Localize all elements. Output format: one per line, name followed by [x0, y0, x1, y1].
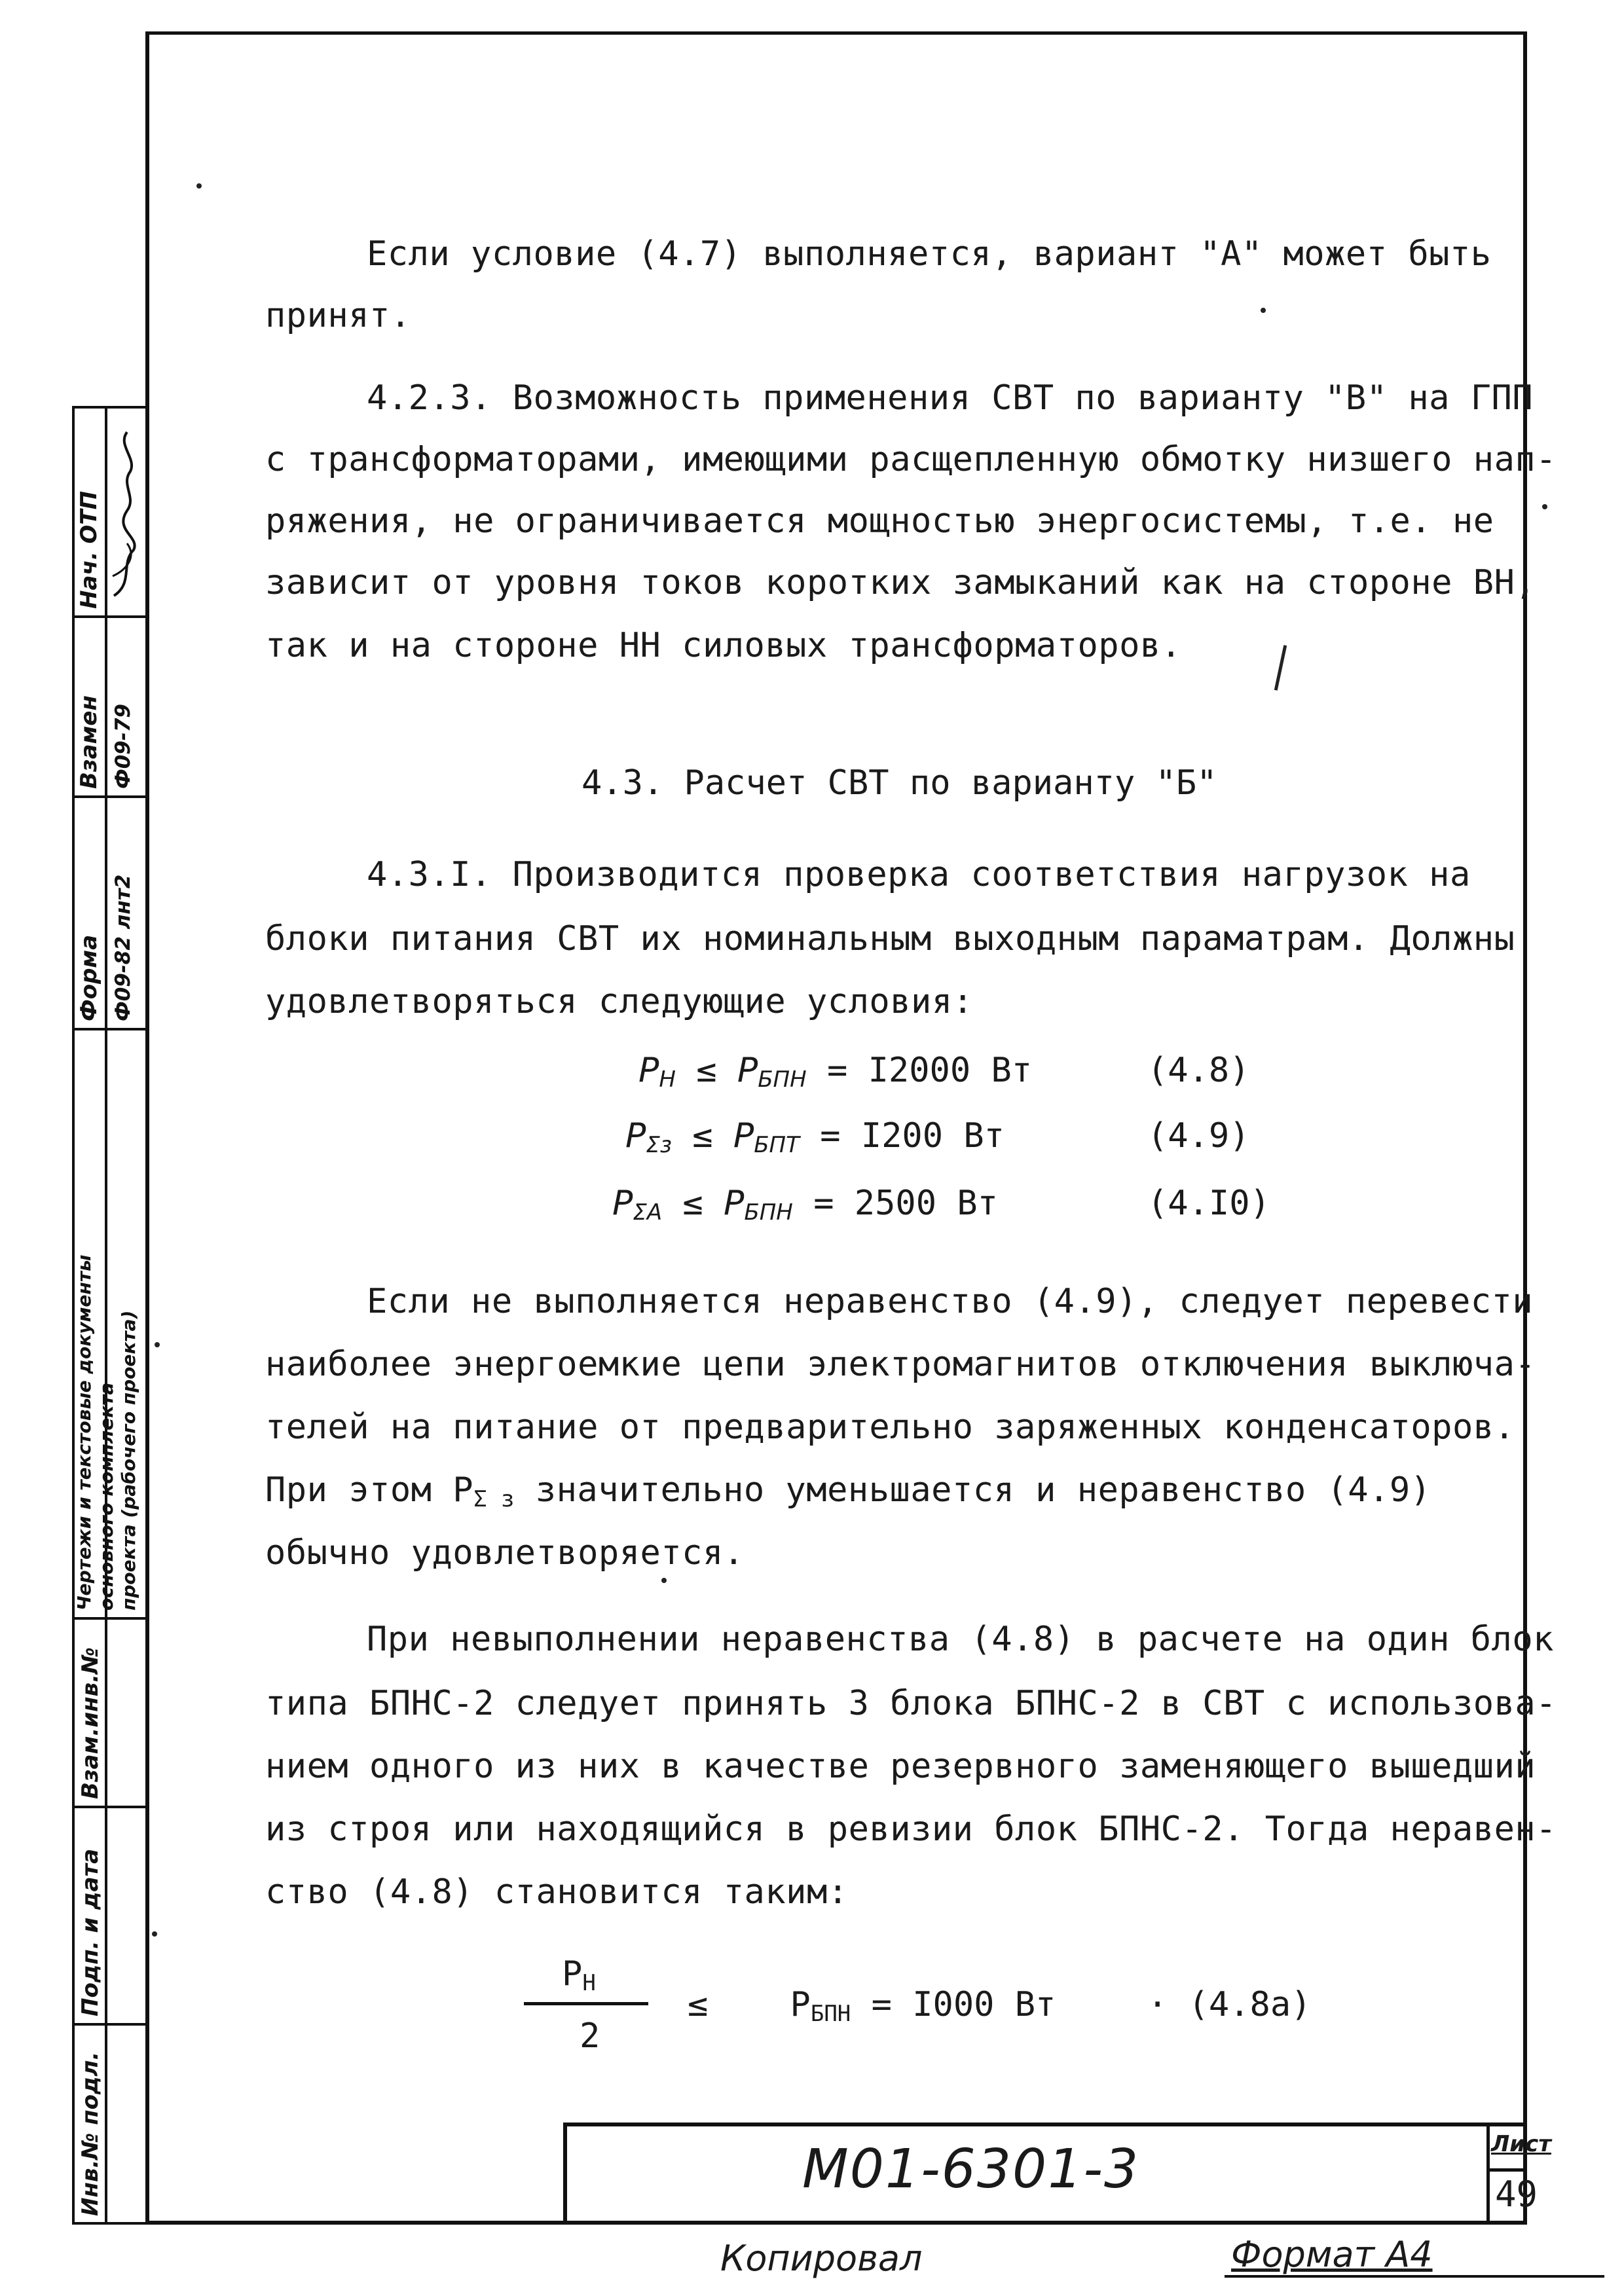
- title-block-divider: [1486, 2123, 1490, 2221]
- fraction-numerator: [562, 1954, 596, 1996]
- formula-lhs-sub: Н: [659, 1066, 676, 1093]
- section-heading: 4.3. Расчет СВТ по варианту "Б": [581, 763, 1217, 803]
- formula-4-10: [612, 1184, 998, 1226]
- formula-rhs-sub: БПН: [744, 1199, 793, 1226]
- text-line: телей на питание от предварительно заряженных конденсаторов.: [265, 1408, 1515, 1447]
- text-line: зависит от уровня токов коротких замыканий как на стороне ВН,: [265, 563, 1536, 602]
- text-line: блоки питания СВТ их номинальным выходным параматрам. Должны: [265, 919, 1515, 958]
- formula-number: (4.9): [1147, 1116, 1250, 1156]
- formula-lhs: P: [638, 1051, 659, 1090]
- scan-speck: [152, 1931, 157, 1937]
- text-line: 4.2.3. Возможность применения СВТ по варианту "В" на ГПП: [367, 378, 1534, 418]
- text-line: так и на стороне НН силовых трансформаторов.: [265, 626, 1182, 665]
- scan-speck: [196, 183, 202, 189]
- stamp-docs-line2: основного комплекта: [96, 1382, 117, 1611]
- formula-rhs-sub: БПН: [810, 2001, 851, 2027]
- text-line: обычно удовлетворяется.: [265, 1533, 745, 1573]
- stamp-sign-date: Подп. и дата: [77, 1848, 103, 2016]
- stamp-head-otp: Нач. ОТП: [76, 490, 102, 609]
- margin-stamp-row-line: [72, 795, 145, 798]
- formula-rel: ≤: [692, 1116, 713, 1156]
- stamp-inv-no: Инв.№ подл.: [77, 2051, 103, 2216]
- text-line: с трансформаторами, имеющими расщепленную обмотку низшего нап-: [265, 440, 1557, 479]
- format-underline: [1225, 2275, 1604, 2278]
- formula-rhs: P: [724, 1184, 745, 1223]
- fraction-denominator: 2: [580, 2016, 600, 2056]
- stamp-docs-line1: Чертежи и текстовые документы: [73, 1254, 95, 1611]
- page-frame-bottom: [145, 2221, 1527, 2225]
- formula-value: = I000 Вт: [871, 1985, 1056, 2024]
- text-line: нием одного из них в качестве резервного заменяющего вышедший: [265, 1747, 1536, 1786]
- scan-speck: [1261, 308, 1266, 313]
- formula-4-8a: [688, 1985, 1056, 2027]
- formula-rel: ≤: [696, 1051, 717, 1090]
- text-line: [265, 1470, 1431, 1512]
- formula-rel: ≤: [682, 1184, 703, 1223]
- scan-speck: [155, 1342, 160, 1347]
- text-line: типа БПНС-2 следует принять 3 блока БПНС-2 в СВТ с использова-: [265, 1684, 1557, 1723]
- margin-stamp-divider: [105, 406, 107, 2225]
- formula-lhs: P: [625, 1116, 646, 1156]
- text-line: При невыполнении неравенства (4.8) в расчете на один блок: [367, 1620, 1554, 1659]
- margin-stamp-row-line: [72, 1617, 145, 1620]
- text-line: ство (4.8) становится таким:: [265, 1872, 849, 1912]
- formula-value: = I2000 Вт: [827, 1051, 1033, 1090]
- formula-4-8: [638, 1051, 1032, 1093]
- text-line: 4.3.I. Производится проверка соответствия нагрузок на: [367, 855, 1471, 894]
- formula-number: (4.8): [1147, 1051, 1250, 1090]
- formula-rel: ≤: [688, 1985, 709, 2024]
- text-fragment: значительно уменьшается и неравенство (4.9): [515, 1470, 1431, 1510]
- text-subscript: Σ з: [473, 1486, 515, 1512]
- text-line: удовлетворяться следующие условия:: [265, 982, 974, 1021]
- signature-mark: [107, 419, 144, 609]
- copied-by-label: Копировал: [720, 2238, 923, 2279]
- formula-rhs: P: [737, 1051, 758, 1090]
- stamp-replace-inv: Взам.инв.№: [77, 1647, 103, 1799]
- formula-rhs: P: [790, 1985, 811, 2024]
- margin-stamp-row-line: [72, 615, 145, 618]
- document-code: М01-6301-3: [802, 2138, 1140, 2200]
- margin-stamp-row-line: [72, 1806, 145, 1808]
- text-fragment: При этом P: [265, 1470, 474, 1510]
- stamp-form-code: Ф09-82 лнт2: [111, 874, 135, 1021]
- formula-number: (4.I0): [1147, 1184, 1270, 1223]
- scan-speck: [1542, 504, 1547, 509]
- formula-4-9: [625, 1116, 1005, 1158]
- formula-value: = I200 Вт: [820, 1116, 1005, 1156]
- text-line: наиболее энергоемкие цепи электромагнитов отключения выключа-: [265, 1345, 1536, 1384]
- numerator-sub: Н: [582, 1970, 596, 1996]
- formula-rhs-sub: БПН: [758, 1066, 807, 1093]
- sheet-number: 49: [1495, 2174, 1538, 2215]
- formula-number: · (4.8а): [1147, 1985, 1312, 2024]
- formula-value: = 2500 Вт: [813, 1184, 998, 1223]
- formula-rhs-sub: БПТ: [754, 1132, 800, 1158]
- margin-stamp-row-line: [72, 1028, 145, 1030]
- formula-lhs-sub: ΣА: [633, 1199, 663, 1226]
- stamp-replaces: Взамен: [76, 695, 102, 789]
- margin-stamp-row-line: [72, 2023, 145, 2026]
- text-line: принят.: [265, 296, 411, 335]
- text-line: Если не выполняется неравенство (4.9), следует перевести: [367, 1282, 1534, 1321]
- stamp-replaces-code: Ф09-79: [111, 704, 135, 789]
- text-line: Если условие (4.7) выполняется, вариант "А" может быть: [367, 234, 1492, 274]
- stamp-form: Форма: [76, 934, 102, 1021]
- fraction-bar: [524, 2002, 648, 2005]
- scan-speck: [661, 1578, 667, 1583]
- numerator-symbol: P: [562, 1954, 583, 1994]
- title-block-divider: [1486, 2168, 1527, 2172]
- formula-rhs: P: [733, 1116, 754, 1156]
- format-label: Формат А4: [1231, 2234, 1433, 2275]
- formula-lhs: P: [612, 1184, 633, 1223]
- sheet-label: Лист: [1491, 2131, 1551, 2157]
- text-line: ряжения, не ограничивается мощностью энергосистемы, т.е. не: [265, 501, 1494, 541]
- text-line: из строя или находящийся в ревизии блок БПНС-2. Тогда неравен-: [265, 1810, 1557, 1849]
- formula-lhs-sub: Σз: [646, 1132, 672, 1158]
- stamp-docs-line3: проекта (рабочего проекта): [118, 1310, 139, 1611]
